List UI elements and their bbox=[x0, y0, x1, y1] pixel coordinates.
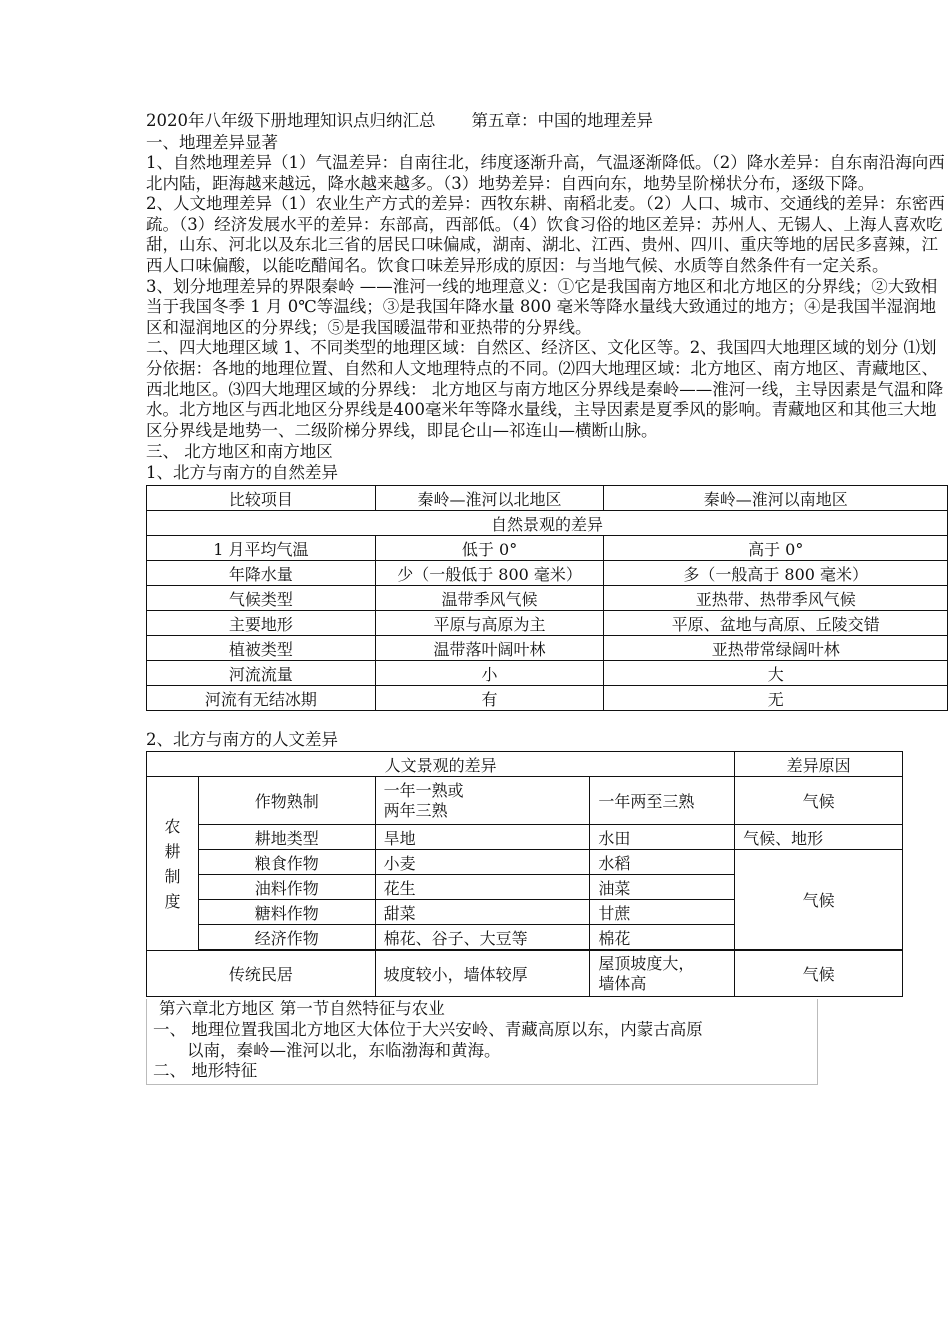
table-cell: 少（一般低于 800 毫米） bbox=[375, 561, 604, 586]
table-cell: 气候 bbox=[735, 951, 903, 997]
table-header-cell: 秦岭—淮河以南地区 bbox=[604, 486, 948, 511]
table-cell: 平原、盆地与高原、丘陵交错 bbox=[604, 611, 948, 636]
table-row bbox=[147, 951, 903, 997]
section-heading-3: 三、 北方地区和南方地区 bbox=[146, 442, 333, 462]
table-header-row bbox=[147, 486, 948, 511]
section-heading-1: 一、地理差异显著 bbox=[146, 133, 278, 152]
paragraph-human-difference: 2、人文地理差异（1）农业生产方式的差异：西牧东耕、南稻北麦。（2）人口、城市、交通线的差异：东密西疏。（3）经济发展水平的差异：东部高，西部低。（4）饮食习俗的地区差异：苏州人、无锡人、上海人喜欢吃甜，山东、河北以及东北三省的居民口味偏咸，湖南、湖北、江西、贵州、四川、重庆等地的居民多喜辣，江西人口味偏酸，以能吃醋闻名。饮食口味差异形成的原因：与当地气候、水质等自然条件有一定关系。 bbox=[146, 194, 945, 275]
table-cell: 糖料作物 bbox=[198, 900, 375, 925]
table-row bbox=[147, 777, 903, 825]
table-header-cell: 差异原因 bbox=[735, 752, 903, 777]
table-cell: 小 bbox=[375, 661, 604, 686]
table-row bbox=[147, 586, 948, 611]
table-cell: 植被类型 bbox=[147, 636, 376, 661]
table-cell: 高于 0° bbox=[604, 536, 948, 561]
table-cell: 小麦 bbox=[375, 850, 590, 875]
table-header-cell: 秦岭—淮河以北地区 bbox=[375, 486, 604, 511]
table-cell: 气候 bbox=[735, 777, 903, 825]
table-cell: 温带落叶阔叶林 bbox=[375, 636, 604, 661]
table-cell: 亚热带常绿阔叶林 bbox=[604, 636, 948, 661]
chapter-six-paragraph-location: 一、 地理位置我国北方地区大体位于大兴安岭、青藏高原以东，内蒙古高原 bbox=[153, 1019, 703, 1039]
chapter-six-paragraph-location-cont: 以南，秦岭—淮河以北，东临渤海和黄海。 bbox=[187, 1040, 501, 1060]
table-section-cell: 自然景观的差异 bbox=[147, 511, 948, 536]
table-cell: 传统民居 bbox=[147, 951, 376, 997]
table-cell: 屋顶坡度大， 墙体高 bbox=[590, 951, 735, 997]
document-title-line bbox=[146, 110, 950, 132]
table-cell: 经济作物 bbox=[198, 925, 375, 950]
table-cell: 甘蔗 bbox=[590, 900, 735, 925]
chapter-six-heading: 第六章北方地区 第一节自然特征与农业 bbox=[159, 999, 445, 1019]
table-cell: 棉花、谷子、大豆等 bbox=[375, 925, 590, 950]
vertical-char: 制 bbox=[164, 866, 181, 886]
table-cell: 粮食作物 bbox=[198, 850, 375, 875]
subheading-natural: 1、北方与南方的自然差异 bbox=[146, 463, 338, 483]
table-cell: 多（一般高于 800 毫米） bbox=[604, 561, 948, 586]
chapter-title: 第五章：中国的地理差异 bbox=[471, 111, 653, 130]
table-cell: 气候类型 bbox=[147, 586, 376, 611]
table-cell: 气候、地形 bbox=[735, 825, 903, 850]
table-header-cell: 人文景观的差异 bbox=[147, 752, 735, 777]
chapter-six-paragraph-terrain: 二、 地形特征 bbox=[153, 1061, 258, 1081]
subheading-human: 2、北方与南方的人文差异 bbox=[146, 730, 338, 750]
table-row bbox=[147, 536, 948, 561]
document-title: 2020年八年级下册地理知识点归纳汇总 bbox=[146, 111, 436, 130]
farming-system-label bbox=[147, 777, 199, 951]
paragraph-qinling-huaihe: 3、划分地理差异的界限秦岭 ——淮河一线的地理意义：①它是我国南方地区和北方地区的分界线；②大致相当于我国冬季 1 月 0℃等温线；③是我国年降水量 800 毫米等降水量线大致通过的地方；④是我国半湿润地区和湿润地区的分界线；⑤是我国暖温带和亚热带的分界线。 bbox=[146, 276, 938, 337]
paragraph-four-regions: 二、四大地理区域 1、不同类型的地理区域：自然区、经济区、文化区等。2、我国四大地理区域的划分 ⑴划分依据：各地的地理位置、自然和人文地理特点的不同。⑵四大地理区域：北方地区、南方地区、青藏地区、西北地区。⑶四大地理区域的分界线： 北方地区与南方地区分界线是秦岭——淮河一线，主导因素是气温和降水。北方地区与西北地区分界线是400毫米年等降水量线，主导因素是夏季风的影响。青藏地区和其他三大地区分界线是地势一、二级阶梯分界线，即昆仑山—祁连山—横断山脉。 bbox=[146, 338, 944, 440]
table-cell: 一年一熟或 两年三熟 bbox=[375, 777, 590, 825]
table-cell: 水田 bbox=[590, 825, 735, 850]
table-cell: 河流流量 bbox=[147, 661, 376, 686]
vertical-char: 农 bbox=[164, 816, 181, 836]
vertical-char: 度 bbox=[164, 891, 181, 911]
table-cell: 有 bbox=[375, 686, 604, 711]
table-row bbox=[147, 686, 948, 711]
table-cell: 大 bbox=[604, 661, 948, 686]
paragraph-natural-difference: 1、自然地理差异（1）气温差异：自南往北，纬度逐渐升高，气温逐渐降低。（2）降水差异：自东南沿海向西北内陆，距海越来越远，降水越来越多。（3）地势差异：自西向东，地势呈阶梯状分布，逐级下降。 bbox=[146, 153, 945, 193]
table-cell: 年降水量 bbox=[147, 561, 376, 586]
document-page bbox=[146, 110, 950, 1085]
table-cell: 温带季风气候 bbox=[375, 586, 604, 611]
table-cell: 一年两至三熟 bbox=[590, 777, 735, 825]
table-cell: 平原与高原为主 bbox=[375, 611, 604, 636]
human-difference-table bbox=[146, 751, 903, 997]
table-cell: 主要地形 bbox=[147, 611, 376, 636]
table-section-row bbox=[147, 511, 948, 536]
table-cell: 低于 0° bbox=[375, 536, 604, 561]
table-cell: 甜菜 bbox=[375, 900, 590, 925]
table-header-row bbox=[147, 752, 903, 777]
table-row bbox=[147, 825, 903, 850]
table-row bbox=[147, 561, 948, 586]
chapter-six-box bbox=[146, 999, 818, 1084]
table-cell: 棉花 bbox=[590, 925, 735, 950]
table-cell: 油料作物 bbox=[198, 875, 375, 900]
natural-difference-table bbox=[146, 485, 948, 711]
table-header-cell: 比较项目 bbox=[147, 486, 376, 511]
table-cell: 油菜 bbox=[590, 875, 735, 900]
vertical-char: 耕 bbox=[164, 841, 181, 861]
table-cell: 亚热带、热带季风气候 bbox=[604, 586, 948, 611]
table-row bbox=[147, 636, 948, 661]
table-cell: 气候 bbox=[735, 850, 903, 950]
table-cell: 旱地 bbox=[375, 825, 590, 850]
table-cell: 1 月平均气温 bbox=[147, 536, 376, 561]
table-cell: 河流有无结冰期 bbox=[147, 686, 376, 711]
table-cell: 水稻 bbox=[590, 850, 735, 875]
table-cell: 耕地类型 bbox=[198, 825, 375, 850]
table-row bbox=[147, 661, 948, 686]
table-row bbox=[147, 611, 948, 636]
table-cell: 作物熟制 bbox=[198, 777, 375, 825]
table-cell: 坡度较小，墙体较厚 bbox=[375, 951, 590, 997]
table-row bbox=[147, 850, 903, 875]
table-cell: 花生 bbox=[375, 875, 590, 900]
table-cell: 无 bbox=[604, 686, 948, 711]
